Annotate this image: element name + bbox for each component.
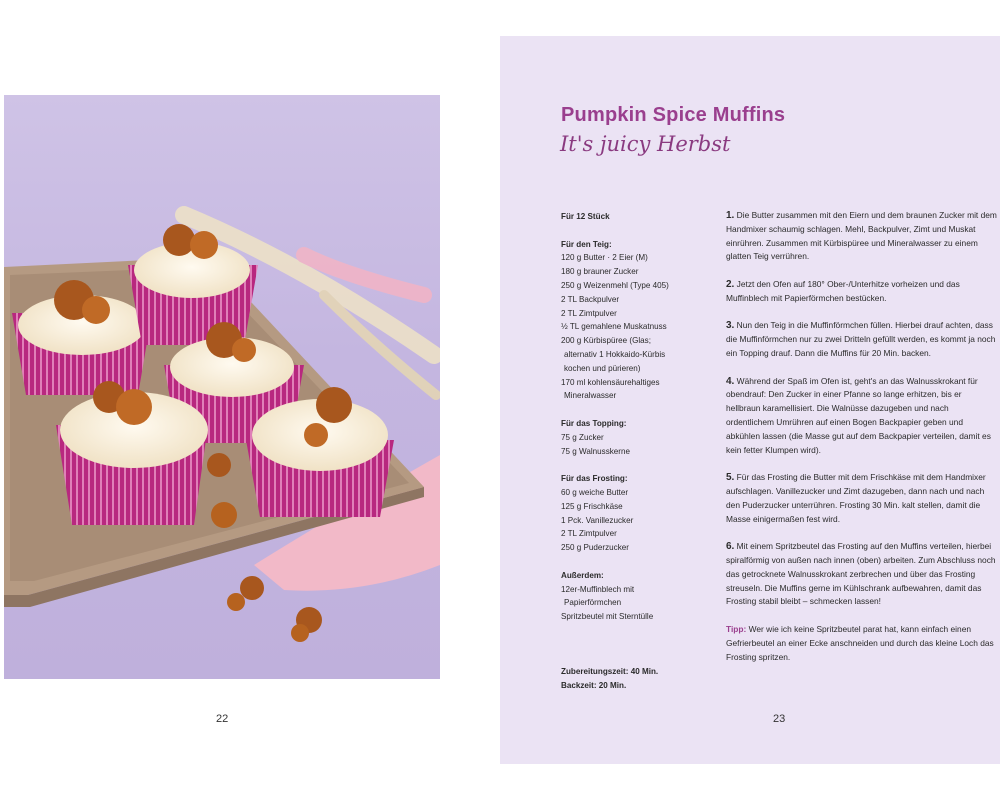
ingredient-item: 2 TL Zimtpulver xyxy=(561,308,617,318)
ingredient-item: 2 TL Backpulver xyxy=(561,294,620,304)
instructions-column xyxy=(726,209,998,678)
extra-heading: Außerdem: xyxy=(561,570,604,580)
prep-time: Zubereitungszeit: 40 Min. xyxy=(561,667,659,677)
recipe-title: Pumpkin Spice Muffins xyxy=(561,104,786,126)
ingredient-item: Spritzbeutel mit Sterntülle xyxy=(561,612,654,622)
ingredient-item: 1 Pck. Vanillezucker xyxy=(561,515,634,525)
muffin-photo-illustration xyxy=(4,95,440,679)
ingredient-item: 200 g Kürbispüree (Glas; xyxy=(561,336,651,346)
page-number-left: 22 xyxy=(216,713,229,725)
step-5: 5. Für das Frosting die Butter mit dem Frischkäse mit dem Handmixer aufschlagen. Vanillezucker und Zimt dazugeben, dann nach und nach den Puderzucker unterrühren. Frosting 30 Min. kalt stellen, damit die Masse einigermaßen fest wird. xyxy=(726,472,986,524)
yield-heading: Für 12 Stück xyxy=(561,212,610,221)
ingredient-item: 12er-Muffinblech mit xyxy=(561,584,635,594)
step-4: 4. Während der Spaß im Ofen ist, geht's an das Walnusskrokant für obendrauf: Den Zucker in einer Pfanne so lange erhitzen, bis er hellbraun karamellisiert. Die Walnüsse dazugeben und nach ordentlichem Umrühren auf einen Bogen Backpapier geben und abkühlen lassen (die Masse gut auf dem Backpapier verteilen, damit es kein fetter Klumpen wird). xyxy=(726,375,991,455)
ingredient-item: kochen und pürieren) xyxy=(564,363,641,373)
step-6: 6. Mit einem Spritzbeutel das Frosting auf den Muffins verteilen, hierbei spiralförmig von außen nach innen (oben) arbeiten. Zum Abschluss noch das getrocknete Walnusskrokant zerbrechen und über das Frosting streuseln. Die Muffins gerne im Kühlschrank aufbewahren, damit das Frosting stabil bleibt – schmecken lassen! xyxy=(726,541,996,607)
recipe-page xyxy=(500,36,1000,764)
recipe-subtitle: It's juicy Herbst xyxy=(560,132,731,156)
ingredients-column xyxy=(561,210,711,693)
ingredient-item: 180 g brauner Zucker xyxy=(561,267,639,277)
page-number-right: 23 xyxy=(773,713,786,725)
ingredient-item: 125 g Frischkäse xyxy=(561,501,623,511)
dough-heading: Für den Teig: xyxy=(561,239,612,249)
step-1: 1. Die Butter zusammen mit den Eiern und dem braunen Zucker mit dem Handmixer schaumig schlagen. Mehl, Backpulver, Zimt und Muskat einrühren. Zusammen mit Kürbispüree und Mineralwasser zu einem glatten Teig verrühren. xyxy=(726,210,997,262)
ingredient-item: 250 g Weizenmehl (Type 405) xyxy=(561,280,669,290)
step-2: 2. Jetzt den Ofen auf 180° Ober-/Unterhitze vorheizen und das Muffinblech mit Papierförmchen bestücken. xyxy=(726,278,960,303)
step-3: 3. Nun den Teig in die Muffinförmchen füllen. Hierbei drauf achten, dass die Muffinförmchen nur zu zwei Dritteln gefüllt werden, es kommt ja noch ein Topping drauf. Dann die Muffins für 20 Min. backen. xyxy=(726,320,996,358)
ingredient-item: 75 g Walnusskerne xyxy=(561,446,630,456)
ingredient-item: 170 ml kohlensäurehaltiges xyxy=(561,377,660,387)
ingredient-item: 2 TL Zimtpulver xyxy=(561,529,617,539)
ingredient-item: Papierförmchen xyxy=(564,598,622,608)
ingredient-item: Mineralwasser xyxy=(564,391,617,401)
frosting-heading: Für das Frosting: xyxy=(561,474,628,484)
muffin-photo xyxy=(4,95,440,679)
tip: Tipp: Wer wie ich keine Spritzbeutel parat hat, kann einfach einen Gefrierbeutel an einer Ecke anschneiden und durch das kleine Loch das Frosting spritzen. xyxy=(726,623,994,662)
ingredient-item: 60 g weiche Butter xyxy=(561,487,629,497)
ingredient-item: 120 g Butter · 2 Eier (M) xyxy=(561,253,648,263)
ingredient-item: alternativ 1 Hokkaido-Kürbis xyxy=(564,349,666,359)
ingredient-item: ½ TL gemahlene Muskatnuss xyxy=(561,322,667,332)
topping-heading: Für das Topping: xyxy=(561,418,627,428)
ingredient-item: 250 g Puderzucker xyxy=(561,543,629,553)
bake-time: Backzeit: 20 Min. xyxy=(561,681,627,691)
ingredient-item: 75 g Zucker xyxy=(561,432,604,442)
